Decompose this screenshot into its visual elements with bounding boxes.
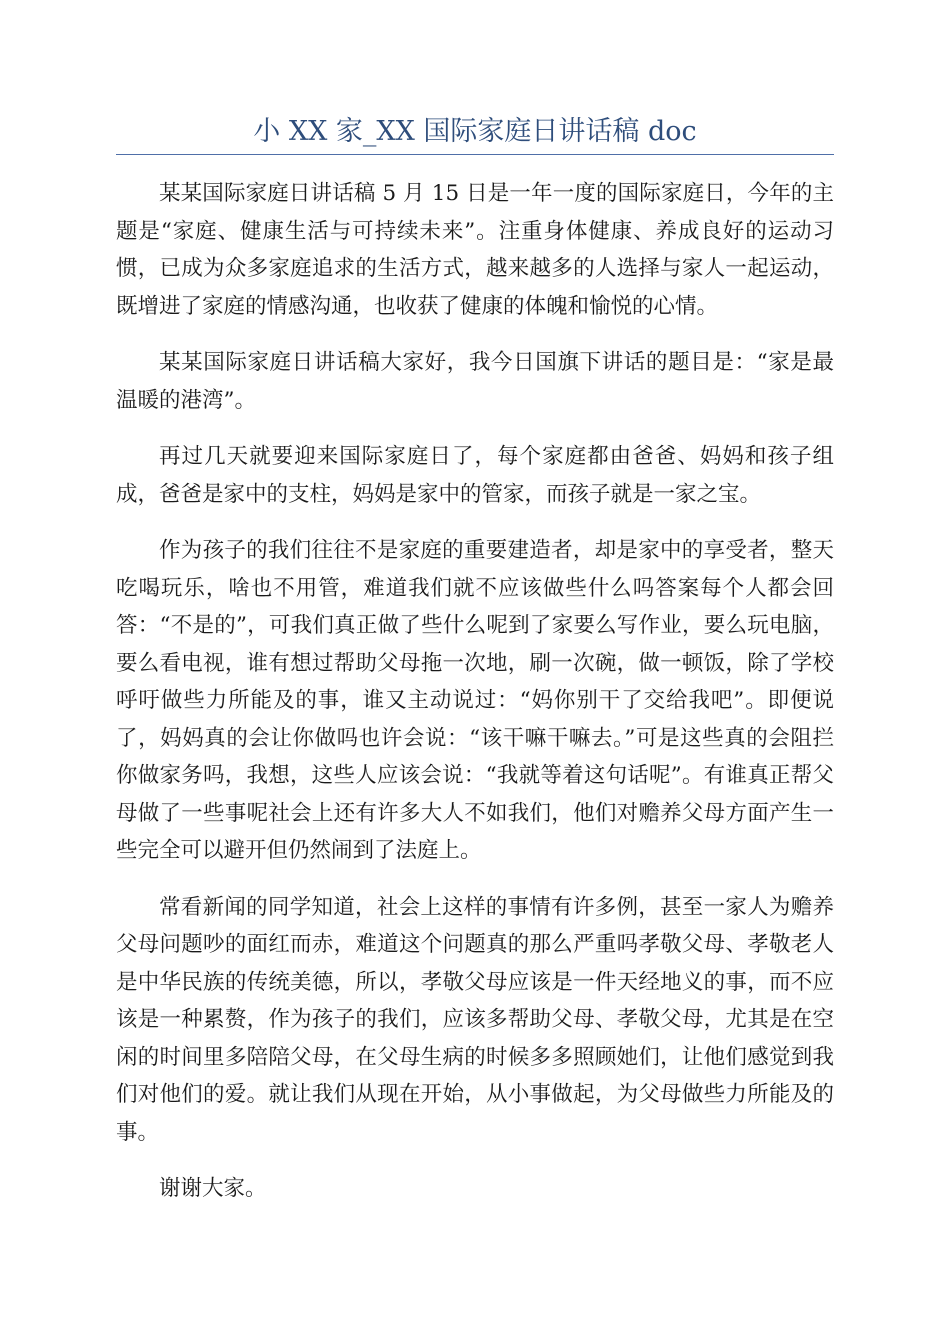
document-body [116, 175, 834, 1227]
paragraph: 作为孩子的我们往往不是家庭的重要建造者，却是家中的享受者，整天吃喝玩乐，啥也不用管，难道我们就不应该做些什么吗答案每个人都会回答：“不是的”，可我们真正做了些什么呢到了家要么写作业，要么玩电脑，要么看电视，谁有想过帮助父母拖一次地，刷一次碗，做一顿饭，除了学校呼吁做些力所能及的事，谁又主动说过：“妈你别干了交给我吧”。即便说了，妈妈真的会让你做吗也许会说：“该干嘛干嘛去。”可是这些真的会阻拦你做家务吗，我想，这些人应该会说：“我就等着这句话呢”。有谁真正帮父母做了一些事呢社会上还有许多大人不如我们，他们对赡养父母方面产生一些完全可以避开但仍然闹到了法庭上。 [116, 538, 834, 863]
paragraph: 某某国际家庭日讲话稿 5 月 15 日是一年一度的国际家庭日，今年的主题是“家庭、健康生活与可持续未来”。注重身体健康、养成良好的运动习惯，已成为众多家庭追求的生活方式，越来越多的人选择与家人一起运动，既增进了家庭的情感沟通，也收获了健康的体魄和愉悦的心情。 [116, 181, 834, 319]
paragraph: 某某国际家庭日讲话稿大家好，我今日国旗下讲话的题目是：“家是最温暖的港湾”。 [116, 350, 834, 413]
paragraph: 常看新闻的同学知道，社会上这样的事情有许多例，甚至一家人为赡养父母问题吵的面红而赤，难道这个问题真的那么严重吗孝敬父母、孝敬老人是中华民族的传统美德，所以，孝敬父母应该是一件天经地义的事，而不应该是一种累赘，作为孩子的我们，应该多帮助父母、孝敬父母，尤其是在空闲的时间里多陪陪父母，在父母生病的时候多多照顾她们，让他们感觉到我们对他们的爱。就让我们从现在开始，从小事做起，为父母做些力所能及的事。 [116, 894, 834, 1145]
paragraph: 再过几天就要迎来国际家庭日了，每个家庭都由爸爸、妈妈和孩子组成，爸爸是家中的支柱，妈妈是家中的管家，而孩子就是一家之宝。 [116, 444, 834, 507]
paragraph: 谢谢大家。 [159, 1176, 267, 1201]
document-title: 小 XX 家_XX 国际家庭日讲话稿 doc [253, 116, 697, 147]
title-underline [116, 154, 834, 155]
